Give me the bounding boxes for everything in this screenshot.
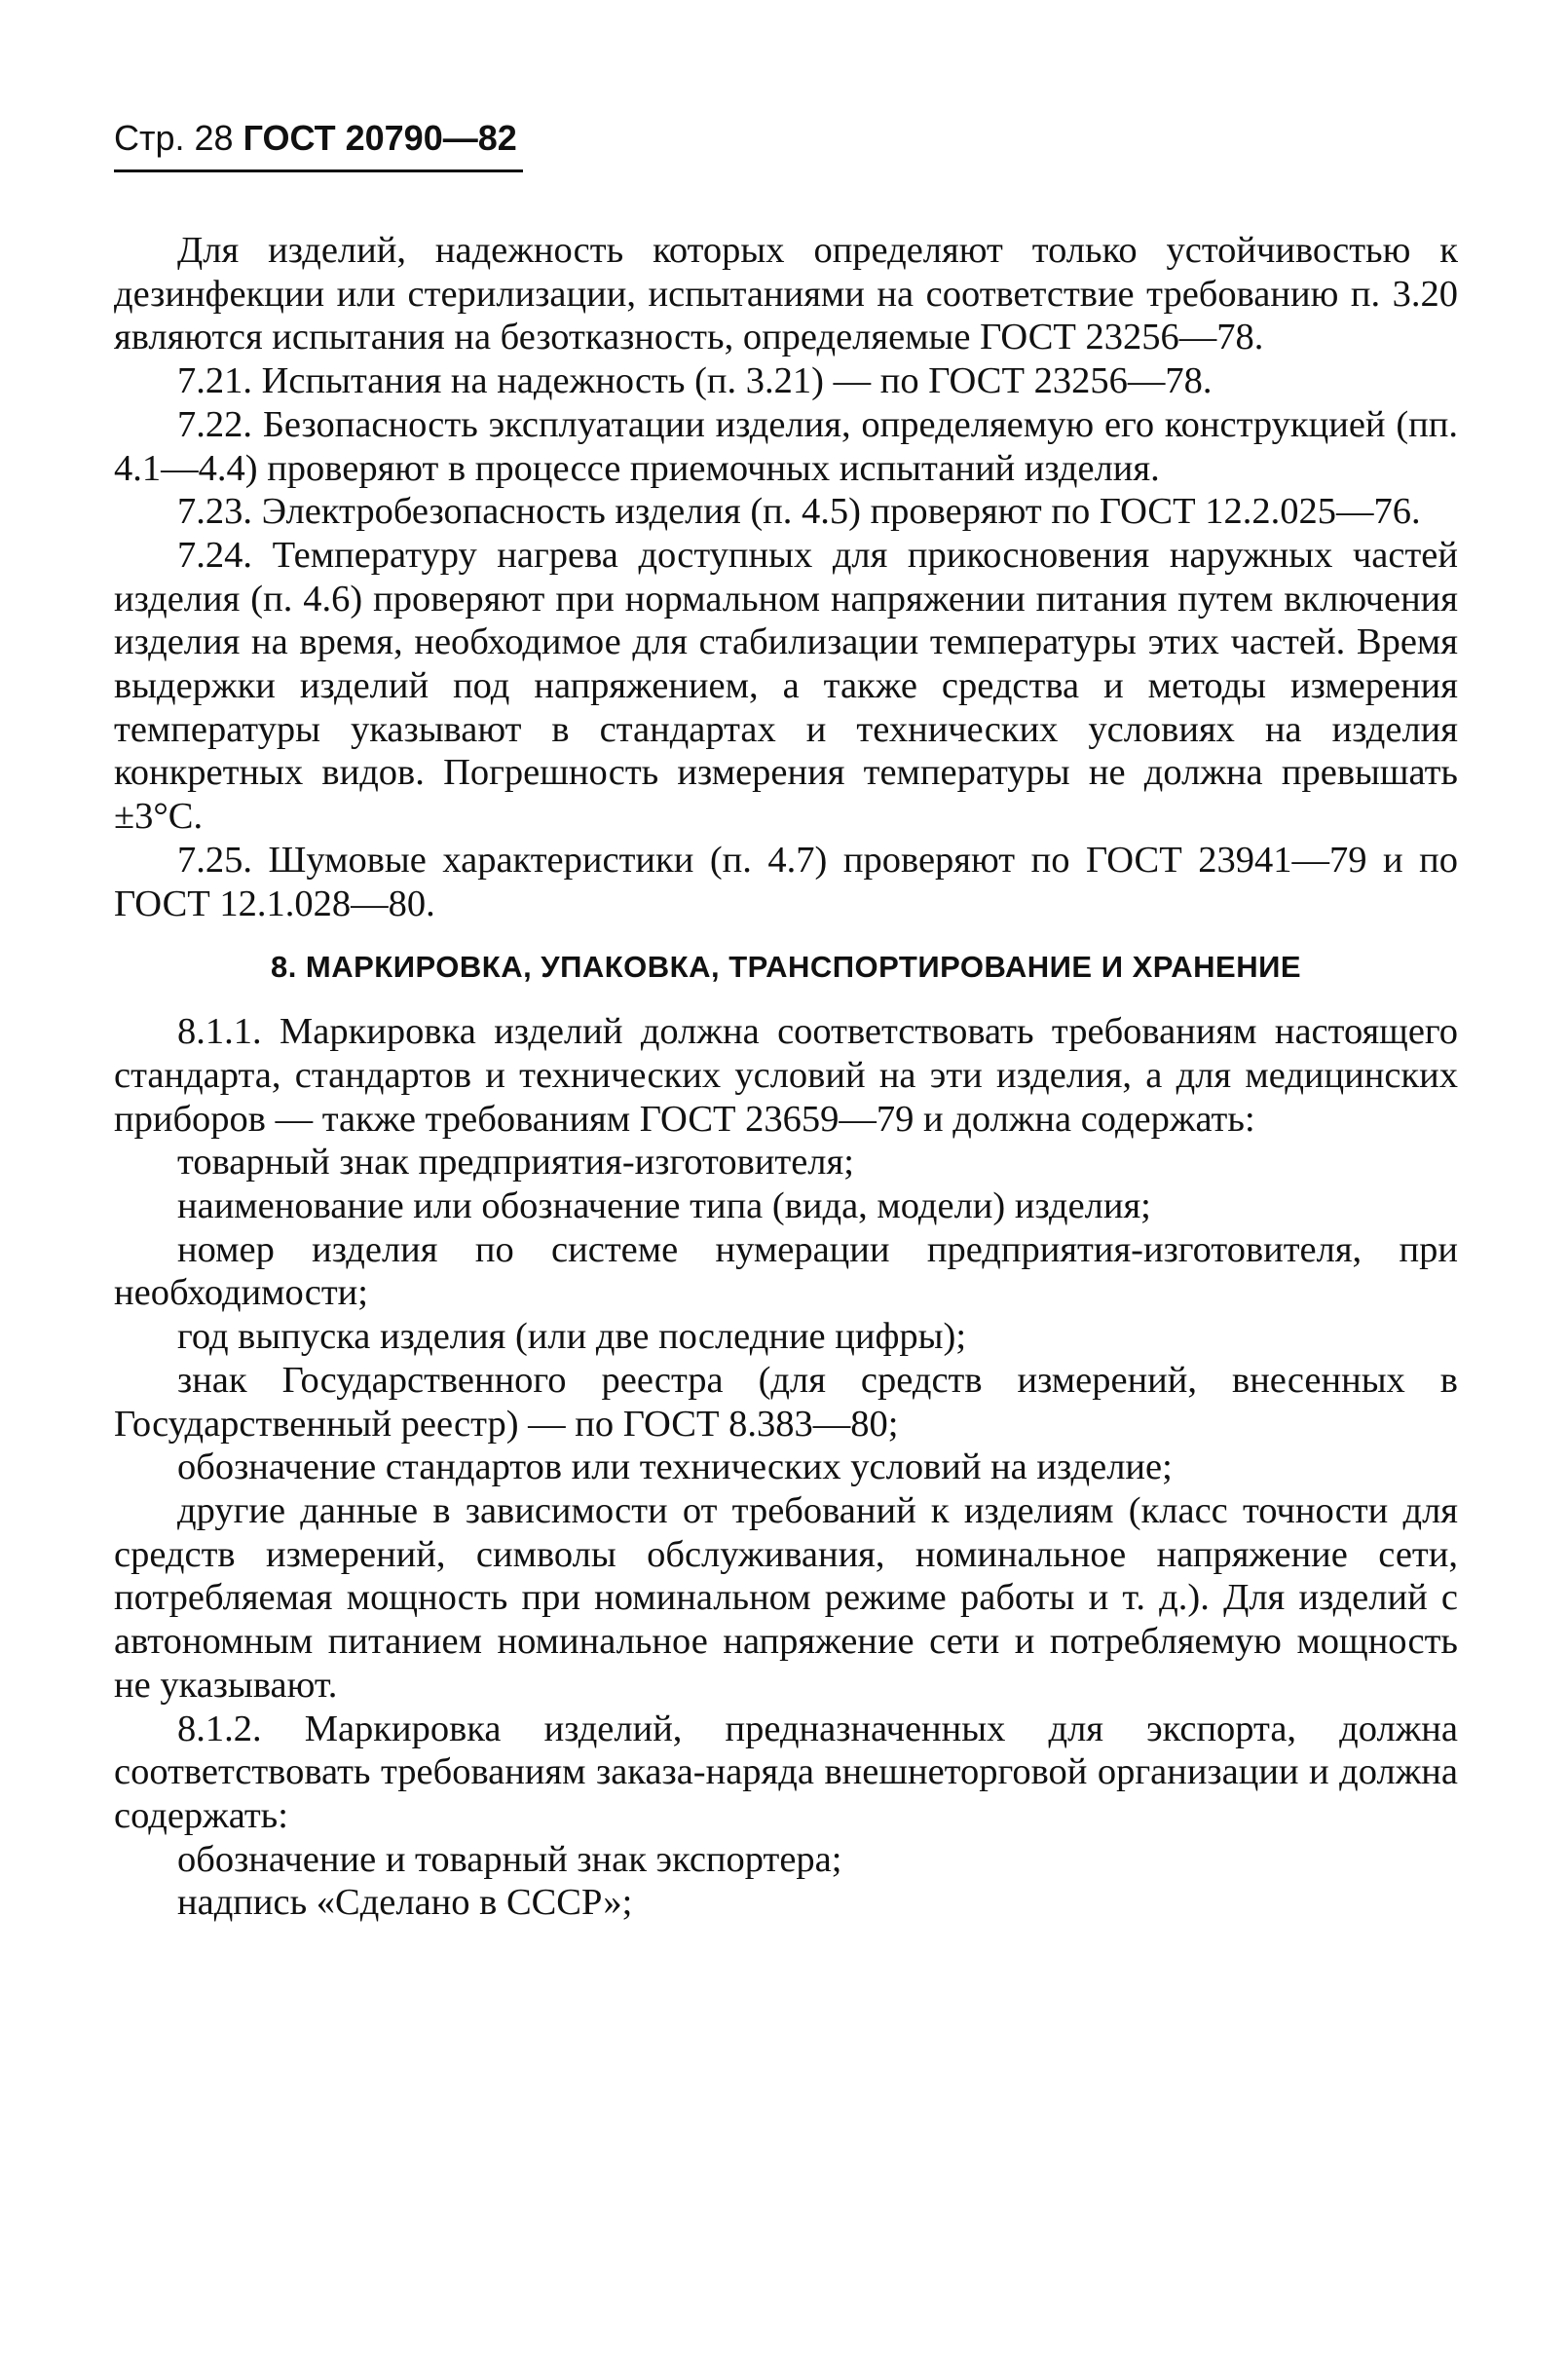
- page-header: [114, 117, 523, 172]
- standard-number: ГОСТ 20790—82: [243, 118, 517, 158]
- page-label: Стр. 28: [114, 118, 234, 158]
- document-body: [114, 229, 1458, 1925]
- list-item: наименование или обозначение типа (вида, модели) изделия;: [177, 1185, 1151, 1227]
- list-item: обозначение стандартов или технических условий на изделие;: [177, 1446, 1173, 1488]
- list-item: товарный знак предприятия-изготовителя;: [177, 1142, 854, 1183]
- paragraph-7-24: 7.24. Температуру нагрева доступных для прикосновения наружных частей изделия (п. 4.6) проверяют при нормальном напряжении питания путем включения изделия на время, необходимое для стабилизации температуры этих частей. Время выдержки изделий под напряжением, а также средства и методы измерения температуры указывают в стандартах и технических условиях на изделия конкретных видов. Погрешность измерения температуры не должна превышать ±3°С.: [114, 534, 1458, 838]
- paragraph-8-1-1: 8.1.1. Маркировка изделий должна соответствовать требованиям настоящего стандарта, стандартов и технических условий на эти изделия, а для медицинских приборов — также требованиям ГОСТ 23659—79 и должна содержать:: [114, 1011, 1458, 1140]
- paragraph-7-25: 7.25. Шумовые характеристики (п. 4.7) проверяют по ГОСТ 23941—79 и по ГОСТ 12.1.028—80.: [114, 839, 1458, 924]
- section-title: 8. МАРКИРОВКА, УПАКОВКА, ТРАНСПОРТИРОВАНИЕ И ХРАНЕНИЕ: [270, 950, 1302, 985]
- list-item: год выпуска изделия (или две последние цифры);: [177, 1316, 967, 1358]
- paragraph-7-22: 7.22. Безопасность эксплуатации изделия, определяемую его конструкцией (пп. 4.1—4.4) проверяют в процессе приемочных испытаний изделия.: [114, 403, 1458, 489]
- list-item: знак Государственного реестра (для средств измерений, внесенных в Государственный реестр) — по ГОСТ 8.383—80;: [114, 1359, 1458, 1445]
- list-item: другие данные в зависимости от требований к изделиям (класс точности для средств измерений, символы обслуживания, номинальное напряжение сети, потребляемая мощность при номинальном режиме работы и т. д.). Для изделий с автономным питанием номинальное напряжение сети и потребляемую мощность не указывают.: [114, 1489, 1458, 1706]
- list-item: обозначение и товарный знак экспортера;: [177, 1838, 842, 1880]
- list-item: надпись «Сделано в СССР»;: [177, 1882, 633, 1924]
- paragraph-7-23: 7.23. Электробезопасность изделия (п. 4.5) проверяют по ГОСТ 12.2.025—76.: [177, 491, 1421, 533]
- paragraph-7-21: 7.21. Испытания на надежность (п. 3.21) — по ГОСТ 23256—78.: [177, 360, 1213, 402]
- list-item: номер изделия по системе нумерации предприятия-изготовителя, при необходимости;: [114, 1228, 1458, 1314]
- paragraph-8-1-2: 8.1.2. Маркировка изделий, предназначенных для экспорта, должна соответствовать требованиям заказа-наряда внешнеторговой организации и должна содержать:: [114, 1708, 1458, 1836]
- paragraph-intro: Для изделий, надежность которых определяют только устойчивостью к дезинфекции или стерилизации, испытаниями на соответствие требованию п. 3.20 являются испытания на безотказность, определяемые ГОСТ 23256—78.: [114, 230, 1458, 358]
- document-page: [114, 117, 1458, 1925]
